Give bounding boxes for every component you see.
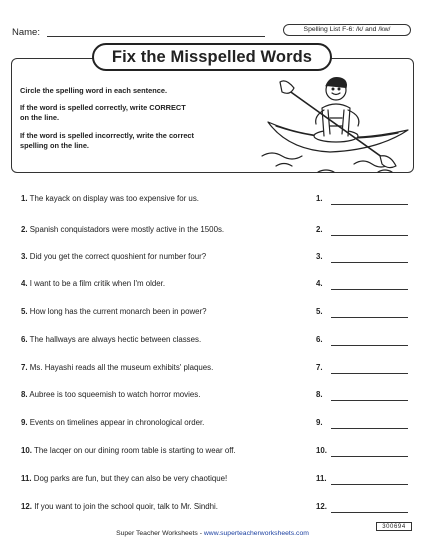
name-label: Name: (12, 27, 40, 38)
answer-line[interactable] (331, 235, 408, 236)
name-line[interactable] (47, 36, 265, 37)
answer-line[interactable] (331, 456, 408, 457)
answer-number: 5. (316, 307, 323, 316)
sentence-item: 12. If you want to join the school quoir, talk to Mr. Sindhi. (21, 502, 218, 511)
sentence-item: 9. Events on timelines appear in chronological order. (21, 418, 205, 427)
footer-brand: Super Teacher Worksheets (116, 530, 198, 537)
answer-line[interactable] (331, 204, 408, 205)
instruction-line: If the word is spelled correctly, write CORRECT (20, 103, 186, 112)
answer-number: 8. (316, 390, 323, 399)
answer-line[interactable] (331, 289, 408, 290)
answer-line[interactable] (331, 428, 408, 429)
answer-line[interactable] (331, 345, 408, 346)
sentence-item: 2. Spanish conquistadors were mostly active in the 1500s. (21, 225, 225, 234)
answer-number: 9. (316, 418, 323, 427)
sentence-item: 5. How long has the current monarch been in power? (21, 307, 207, 316)
answer-number: 3. (316, 252, 323, 261)
worksheet-code: 300694 (376, 522, 412, 531)
spelling-list-tag: Spelling List F-6: /k/ and /kw/ (283, 24, 411, 36)
sentence-item: 7. Ms. Hayashi reads all the museum exhibits' plaques. (21, 363, 214, 372)
sentence-item: 8. Aubree is too squeemish to watch horror movies. (21, 390, 201, 399)
sentence-item: 4. I want to be a film critik when I'm older. (21, 279, 166, 288)
page-title: Fix the Misspelled Words (92, 43, 332, 71)
answer-number: 10. (316, 446, 327, 455)
sentence-item: 6. The hallways are always hectic between classes. (21, 335, 202, 344)
sentence-item: 10. The lacqer on our dining room table is starting to wear off. (21, 446, 236, 455)
answer-line[interactable] (331, 317, 408, 318)
answer-number: 12. (316, 502, 327, 511)
answer-number: 6. (316, 335, 323, 344)
sentence-item: 1. The kayack on display was too expensive for us. (21, 194, 199, 203)
instruction-line: If the word is spelled incorrectly, write the correct (20, 131, 195, 140)
kayaker-illustration (258, 60, 414, 178)
instruction-line: spelling on the line. (20, 141, 89, 150)
answer-number: 2. (316, 225, 323, 234)
instruction-line: on the line. (20, 113, 60, 122)
answer-number: 4. (316, 279, 323, 288)
answer-line[interactable] (331, 512, 408, 513)
answer-line[interactable] (331, 262, 408, 263)
sentence-item: 3. Did you get the correct quoshient for number four? (21, 252, 207, 261)
instruction-line: Circle the spelling word in each sentence. (20, 86, 168, 95)
answer-number: 11. (316, 474, 327, 483)
footer-url-link[interactable]: www.superteacherworksheets.com (203, 530, 309, 537)
footer-separator: - (197, 530, 204, 537)
sentence-item: 11. Dog parks are fun, but they can also be very chaotique! (21, 474, 228, 483)
answer-line[interactable] (331, 484, 408, 485)
answer-line[interactable] (331, 400, 408, 401)
answer-number: 7. (316, 363, 323, 372)
answer-line[interactable] (331, 373, 408, 374)
footer (0, 530, 425, 537)
answer-number: 1. (316, 194, 323, 203)
